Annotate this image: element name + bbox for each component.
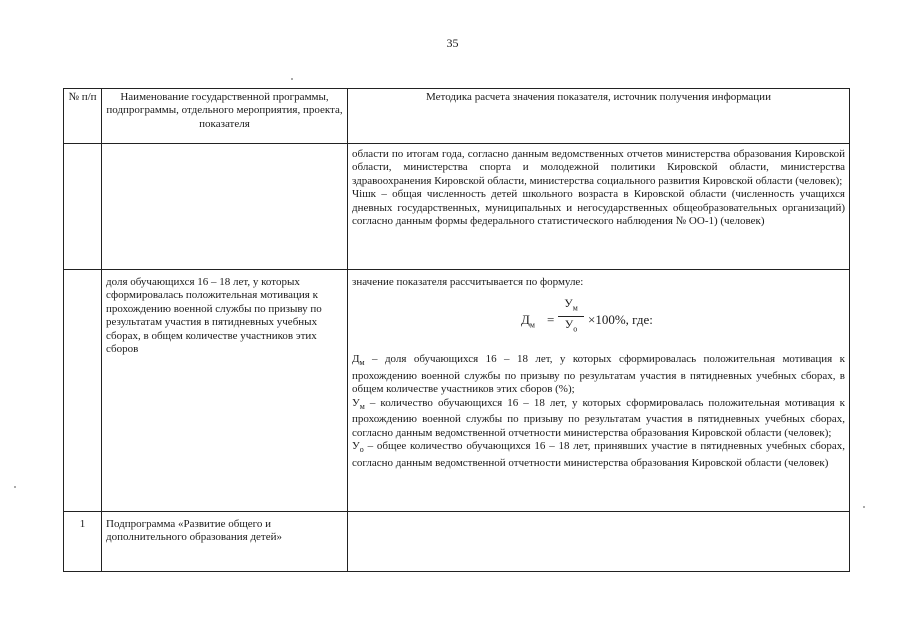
row2-method — [348, 270, 850, 512]
definition-dm: $Д_м$ – доля обучающихся 16 – 18 лет, у которых сформировалась положительная мотивация к прохождению военной службы по призыву по результатам участия в пятидневных учебных сборах, в общем количестве участников этих сборов (%); — [352, 353, 845, 396]
header-number: № п/п — [64, 89, 102, 144]
table-row — [64, 512, 850, 572]
row3-number: 1 — [64, 512, 102, 572]
row1-number — [64, 144, 102, 270]
header-method: Методика расчета значения показателя, источник получения информации — [348, 89, 850, 144]
header-name: Наименование государственной программы, подпрограммы, отдельного мероприятия, проекта, показателя — [102, 89, 348, 144]
formula-numerator: $У_м$ — [558, 297, 584, 317]
row3-method — [348, 512, 850, 572]
table-header-row — [64, 89, 850, 144]
scan-speck — [14, 486, 16, 488]
table-row — [64, 144, 850, 270]
row2-number — [64, 270, 102, 512]
row1-method — [348, 144, 850, 270]
formula-fraction — [558, 297, 584, 336]
row2-method-intro: значение показателя рассчитывается по формуле: — [352, 276, 584, 288]
definition-um: $У_м$ – количество обучающихся 16 – 18 лет, у которых сформировалась положительная мотивация к прохождению военной службы по призыву по результатам участия в пятидневных учебных сборах, согласно данным ведомственной отчетности министерства образования Кировской области (человек); — [352, 396, 845, 439]
methodology-table — [63, 88, 850, 572]
row1-name — [102, 144, 348, 270]
scan-speck — [291, 78, 293, 80]
formula-result: $Д_м$ — [521, 312, 535, 330]
formula-denominator: $У_о$ — [564, 317, 578, 334]
formula — [352, 289, 845, 353]
definition-uo: $У_о$ – общее количество обучающихся 16 – 18 лет, принявших участие в пятидневных учебных сборах, согласно данным ведомственной отчетности министерства образования Кировской области (человек) — [352, 440, 845, 469]
row1-method-paragraph-2: Чiшк – общая численность детей школьного возраста в Кировской области (численность учащихся дневных государственных, муниципальных и негосударственных общеобразовательных организаций) согласно данным формы федерального статистического наблюдения № ОО-1) (человек) — [352, 188, 845, 228]
row2-name: доля обучающихся 16 – 18 лет, у которых сформировалась положительная мотивация к прохождению военной службы по призыву по результатам участия в пятидневных учебных сборах, в общем количестве участников этих сборов — [102, 270, 348, 512]
table-row — [64, 270, 850, 512]
row1-method-paragraph-1: области по итогам года, согласно данным ведомственных отчетов министерства образования Кировской области, министерства спорта и молодежной политики Кировской области, министерства здравоохранения Кировской области, министерства социального развития Кировской области (человек); — [352, 148, 845, 187]
formula-equals: = — [547, 312, 555, 328]
row3-name: Подпрограмма «Развитие общего и дополнительного образования детей» — [102, 512, 348, 572]
formula-tail: ×100%, где: — [588, 312, 653, 328]
page-number: 35 — [446, 36, 459, 50]
scan-speck — [863, 506, 865, 508]
